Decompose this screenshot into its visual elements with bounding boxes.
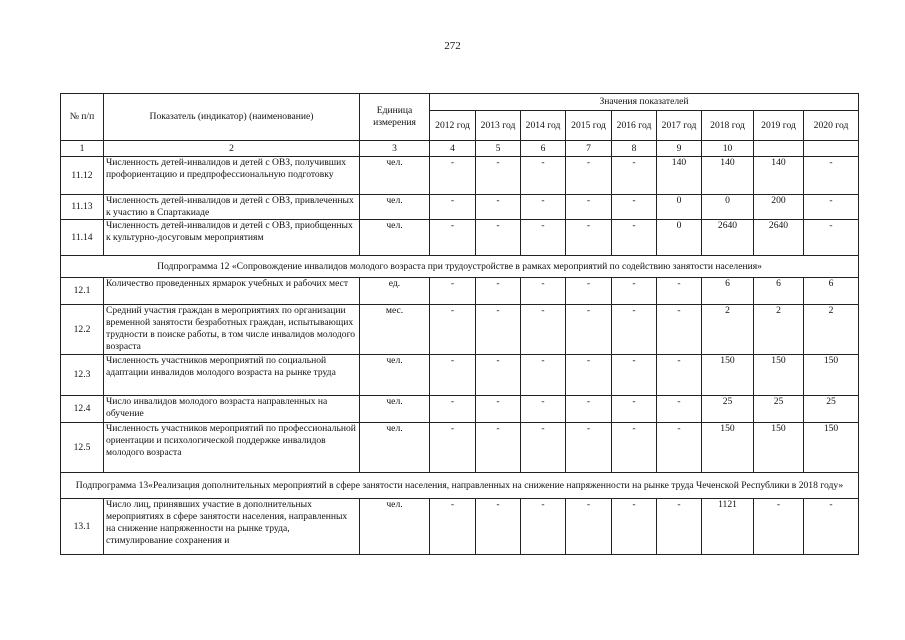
unit-cell: чел.: [360, 220, 430, 256]
value-cell: -: [612, 499, 657, 555]
value-cell: 0: [657, 220, 702, 256]
column-number: 4: [430, 141, 476, 157]
value-cell: 6: [702, 278, 754, 305]
page-number: 272: [444, 40, 461, 52]
value-cell: -: [521, 278, 566, 305]
subprogram-12-row: [61, 256, 859, 278]
table-row: [61, 499, 859, 555]
value-cell: -: [430, 499, 476, 555]
value-cell: -: [566, 305, 612, 355]
row-number: 12.4: [61, 396, 104, 423]
indicator-name: Численность детей-инвалидов и детей с ОВЗ, получивших профориентацию и предпрофессиональную подготовку: [104, 157, 360, 195]
value-cell: -: [566, 499, 612, 555]
value-cell: -: [430, 305, 476, 355]
row-number: 12.3: [61, 355, 104, 396]
header-year: 2013 год: [476, 111, 521, 141]
value-cell: -: [430, 157, 476, 195]
header-year: 2016 год: [612, 111, 657, 141]
value-cell: -: [612, 396, 657, 423]
column-number: 8: [612, 141, 657, 157]
value-cell: 6: [804, 278, 859, 305]
value-cell: -: [566, 157, 612, 195]
unit-cell: чел.: [360, 396, 430, 423]
value-cell: -: [612, 195, 657, 220]
value-cell: 140: [754, 157, 804, 195]
column-number: 9: [657, 141, 702, 157]
table-row: [61, 278, 859, 305]
value-cell: -: [804, 499, 859, 555]
value-cell: -: [430, 195, 476, 220]
indicator-name: Численность детей-инвалидов и детей с ОВЗ, привлеченных к участию в Спартакиаде: [104, 195, 360, 220]
value-cell: -: [566, 195, 612, 220]
value-cell: 150: [702, 423, 754, 473]
table-row: [61, 423, 859, 473]
header-values: Значения показателей: [430, 94, 859, 111]
row-number: 12.5: [61, 423, 104, 473]
column-number: [754, 141, 804, 157]
indicator-name: Число лиц, принявших участие в дополнительных мероприятиях в сфере занятости населения, направленных на снижение напряженности на рынке труда, стимулирование сохранения и: [104, 499, 360, 555]
value-cell: -: [430, 423, 476, 473]
table-row: [61, 195, 859, 220]
table-row: [61, 157, 859, 195]
value-cell: -: [566, 396, 612, 423]
unit-cell: чел.: [360, 499, 430, 555]
value-cell: -: [430, 355, 476, 396]
value-cell: -: [804, 220, 859, 256]
value-cell: -: [657, 278, 702, 305]
header-year: 2017 год: [657, 111, 702, 141]
value-cell: 140: [657, 157, 702, 195]
column-number: 7: [566, 141, 612, 157]
value-cell: -: [521, 396, 566, 423]
indicator-name: Число инвалидов молодого возраста направленных на обучение: [104, 396, 360, 423]
value-cell: -: [430, 278, 476, 305]
value-cell: -: [476, 195, 521, 220]
value-cell: 140: [702, 157, 754, 195]
value-cell: -: [476, 305, 521, 355]
indicator-name: Количество проведенных ярмарок учебных и рабочих мест: [104, 278, 360, 305]
value-cell: -: [521, 157, 566, 195]
value-cell: -: [430, 220, 476, 256]
value-cell: -: [754, 499, 804, 555]
value-cell: -: [521, 195, 566, 220]
indicator-name: Численность участников мероприятий по профессиональной ориентации и психологической поддержке инвалидов молодого возраста: [104, 423, 360, 473]
value-cell: 6: [754, 278, 804, 305]
column-number: 10: [702, 141, 754, 157]
value-cell: -: [476, 157, 521, 195]
value-cell: -: [566, 355, 612, 396]
table-header: [61, 94, 859, 157]
unit-cell: ед.: [360, 278, 430, 305]
value-cell: 2: [702, 305, 754, 355]
value-cell: -: [657, 423, 702, 473]
value-cell: -: [566, 423, 612, 473]
table-row: [61, 396, 859, 423]
indicator-name: Численность детей-инвалидов и детей с ОВЗ, приобщенных к культурно-досуговым мероприятиям: [104, 220, 360, 256]
value-cell: -: [612, 220, 657, 256]
column-number: 2: [104, 141, 360, 157]
value-cell: -: [657, 305, 702, 355]
value-cell: 2: [804, 305, 859, 355]
value-cell: -: [476, 278, 521, 305]
value-cell: -: [476, 220, 521, 256]
column-number: 3: [360, 141, 430, 157]
subprogram-12-title: Подпрограмма 12 «Сопровождение инвалидов молодого возраста при трудоустройстве в рамках мероприятий по содействию занятости населения»: [61, 256, 859, 278]
value-cell: -: [430, 396, 476, 423]
header-year: 2014 год: [521, 111, 566, 141]
header-year: 2020 год: [804, 111, 859, 141]
value-cell: -: [804, 195, 859, 220]
table-row: [61, 355, 859, 396]
value-cell: 2640: [754, 220, 804, 256]
value-cell: -: [476, 396, 521, 423]
column-number: 1: [61, 141, 104, 157]
row-number: 11.13: [61, 195, 104, 220]
value-cell: 25: [754, 396, 804, 423]
unit-cell: мес.: [360, 305, 430, 355]
value-cell: -: [612, 157, 657, 195]
table-row: [61, 305, 859, 355]
value-cell: -: [521, 355, 566, 396]
header-year: 2018 год: [702, 111, 754, 141]
value-cell: -: [612, 423, 657, 473]
header-unit: Единица измерения: [360, 94, 430, 141]
value-cell: 150: [804, 355, 859, 396]
column-number: 5: [476, 141, 521, 157]
value-cell: 25: [804, 396, 859, 423]
value-cell: 0: [657, 195, 702, 220]
value-cell: -: [521, 423, 566, 473]
row-number: 13.1: [61, 499, 104, 555]
value-cell: -: [657, 355, 702, 396]
value-cell: 200: [754, 195, 804, 220]
unit-cell: чел.: [360, 423, 430, 473]
row-number: 11.14: [61, 220, 104, 256]
value-cell: 1121: [702, 499, 754, 555]
value-cell: -: [476, 499, 521, 555]
subprogram-13-title: Подпрограмма 13«Реализация дополнительных мероприятий в сфере занятости населения, направленных на снижение напряженности на рынке труда Чеченской Республики в 2018 году»: [61, 473, 859, 499]
header-num: № п/п: [61, 94, 104, 141]
value-cell: 150: [754, 355, 804, 396]
value-cell: 150: [702, 355, 754, 396]
row-number: 12.1: [61, 278, 104, 305]
row-number: 12.2: [61, 305, 104, 355]
value-cell: -: [612, 355, 657, 396]
value-cell: -: [657, 499, 702, 555]
value-cell: 2640: [702, 220, 754, 256]
value-cell: -: [566, 278, 612, 305]
value-cell: -: [566, 220, 612, 256]
table-row: [61, 220, 859, 256]
column-number: 6: [521, 141, 566, 157]
value-cell: 2: [754, 305, 804, 355]
header-indicator: Показатель (индикатор) (наименование): [104, 94, 360, 141]
header-year: 2019 год: [754, 111, 804, 141]
unit-cell: чел.: [360, 355, 430, 396]
subprogram-13-row: [61, 473, 859, 499]
value-cell: -: [612, 305, 657, 355]
row-number: 11.12: [61, 157, 104, 195]
header-year: 2015 год: [566, 111, 612, 141]
indicator-name: Средний участия граждан в мероприятиях по организации временной занятости безработных граждан, испытывающих трудности в поиске работы, в том числе инвалидов молодого возраста: [104, 305, 360, 355]
value-cell: -: [521, 220, 566, 256]
header-year: 2012 год: [430, 111, 476, 141]
value-cell: -: [476, 423, 521, 473]
value-cell: 25: [702, 396, 754, 423]
unit-cell: чел.: [360, 195, 430, 220]
value-cell: 150: [754, 423, 804, 473]
value-cell: -: [804, 157, 859, 195]
value-cell: -: [612, 278, 657, 305]
value-cell: -: [657, 396, 702, 423]
value-cell: -: [521, 305, 566, 355]
value-cell: -: [521, 499, 566, 555]
value-cell: -: [476, 355, 521, 396]
value-cell: 150: [804, 423, 859, 473]
value-cell: 0: [702, 195, 754, 220]
indicator-name: Численность участников мероприятий по социальной адаптации инвалидов молодого возраста на рынке труда: [104, 355, 360, 396]
unit-cell: чел.: [360, 157, 430, 195]
column-number: [804, 141, 859, 157]
indicators-table: [60, 93, 859, 555]
